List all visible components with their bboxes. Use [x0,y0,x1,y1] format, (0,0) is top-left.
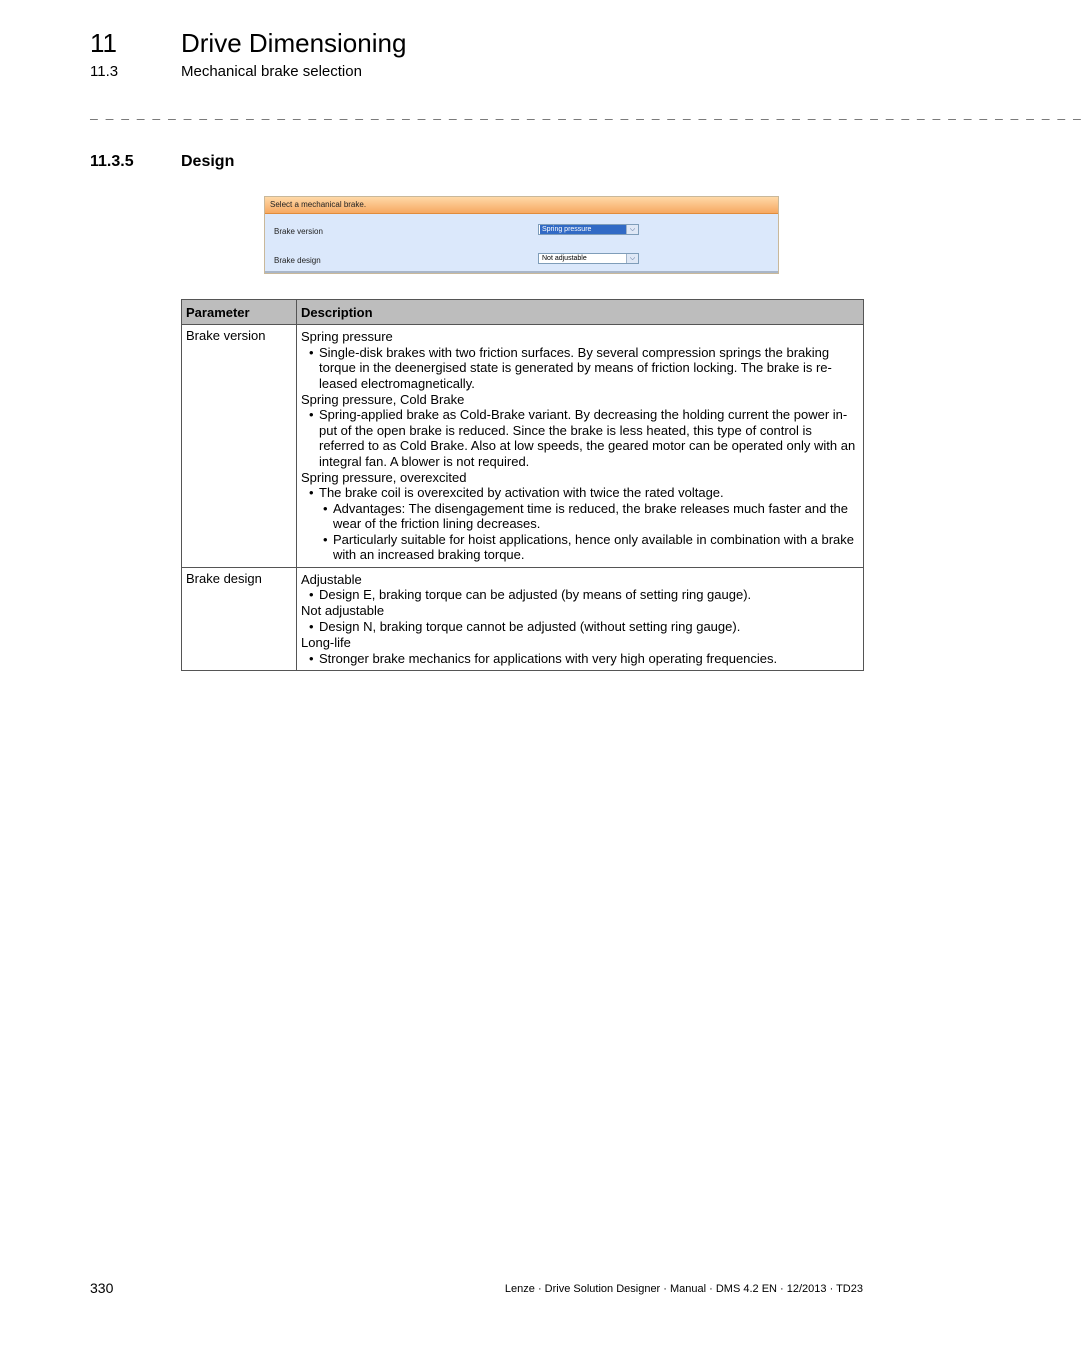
bullet-list [301,619,859,634]
list-item: • Design E, braking torque can be adjusted (by means of setting ring gauge). [301,587,859,602]
parameter-cell: Brake version [182,325,297,567]
chapter-number: 11 [90,28,117,58]
header-separator: _ _ _ _ _ _ _ _ _ _ _ _ _ _ _ _ _ _ _ _ _ _ _ _ _ _ _ _ _ _ _ _ _ _ _ _ _ _ _ _ _ _ _ _ _ _ _ _ _ _ _ _ _ _ _ _ _ _ _ _ _ _ _ _ [90,107,1081,122]
brake-design-label: Brake design [274,256,321,265]
table-header-row [182,300,864,325]
description-cell [297,325,864,567]
list-item: • Single-disk brakes with two friction surfaces. By several compression springs the braking torque in the deenergised state is generated by means of friction locking. The brake is re-leased electromagnetically. [301,345,859,391]
chapter-title: Drive Dimensioning [181,28,407,58]
brake-selection-dialog [264,196,779,274]
list-item: • Particularly suitable for hoist applications, hence only available in combination with a brake with an increased braking torque. [301,532,859,563]
bullet-list [301,407,859,469]
entry-title: Long-life [301,635,351,651]
entry-title: Spring pressure [301,329,393,345]
brake-design-select[interactable] [538,253,639,264]
entry-title: Spring pressure, overexcited [301,470,467,486]
list-item: • Design N, braking torque cannot be adjusted (without setting ring gauge). [301,619,859,634]
dialog-title: Select a mechanical brake. [265,197,778,214]
brake-design-value: Not adjustable [542,255,587,262]
bullet-list [301,651,859,666]
brake-version-value: Spring pressure [540,225,626,234]
column-header-description: Description [297,300,864,325]
list-item: • Advantages: The disengagement time is reduced, the brake releases much faster and the wear of the friction lining decreases. [301,501,859,532]
chevron-down-icon[interactable]: ⌵ [626,225,638,234]
bullet-list [301,345,859,391]
column-header-parameter: Parameter [182,300,297,325]
subsection-title: Design [181,153,235,170]
chevron-down-icon[interactable]: ⌵ [626,254,638,263]
list-item: • Spring-applied brake as Cold-Brake variant. By decreasing the holding current the power in-put of the open brake is reduced. Since the brake is less heated, this type of control is referred to as Cold Brake. Also at low speeds, the geared motor can be operated only with an integral fan. A blower is not required. [301,407,859,469]
page-number: 330 [90,1280,114,1296]
bullet-list [301,485,859,500]
dialog-border [265,271,778,273]
description-cell [297,567,864,670]
brake-version-label: Brake version [274,227,323,236]
table-row [182,567,864,670]
list-item: • Stronger brake mechanics for applications with very high operating frequencies. [301,651,859,666]
bullet-list [301,587,859,602]
sub-bullet-list [301,501,859,563]
parameter-cell: Brake design [182,567,297,670]
brake-version-select[interactable] [538,224,639,235]
table-row [182,325,864,567]
entry-title: Adjustable [301,571,362,587]
parameter-table [181,299,864,671]
entry-title: Not adjustable [301,603,385,619]
section-title: Mechanical brake selection [181,63,362,80]
footer-text: Lenze · Drive Solution Designer · Manual · DMS 4.2 EN · 12/2013 · TD23 [504,1283,863,1295]
section-number: 11.3 [90,63,119,80]
subsection-number: 11.3.5 [90,153,134,170]
entry-title: Spring pressure, Cold Brake [301,392,465,408]
list-item: • The brake coil is overexcited by activation with twice the rated voltage. [301,485,859,500]
